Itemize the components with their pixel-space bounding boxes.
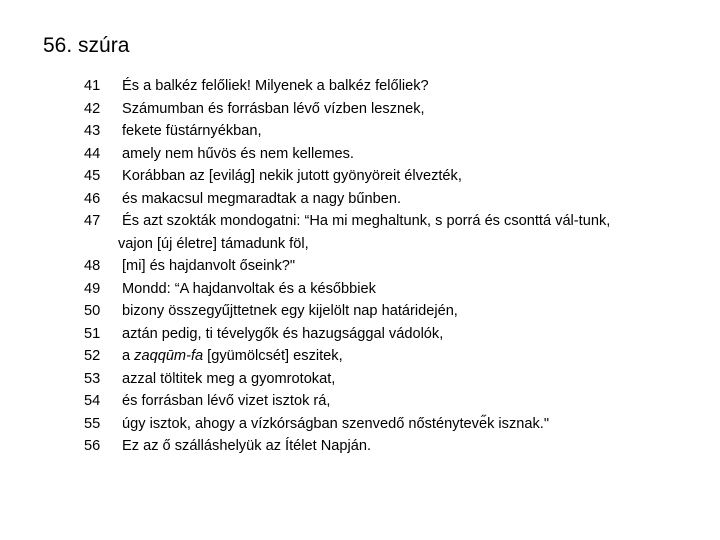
verse-text: [mi] és hajdanvolt őseink?": [122, 258, 296, 274]
verse-number: 43: [84, 123, 101, 139]
verse-text: És a balkéz felőliek! Milyenek a balkéz felőliek?: [122, 78, 429, 94]
verse-44: [84, 143, 704, 166]
verse-52: [84, 345, 704, 368]
verse-55: [84, 413, 704, 436]
verse-text: azzal töltitek meg a gyomrotokat,: [122, 370, 336, 387]
verse-number: 55: [84, 415, 101, 432]
verse-text: bizony összegyűjttetnek egy kijelölt nap határidején,: [122, 303, 458, 319]
verse-56: [84, 435, 704, 458]
verse-number: 53: [84, 370, 101, 387]
verse-54: [84, 390, 704, 413]
verse-text-post: [gyümölcsét] eszitek,: [203, 348, 343, 364]
verse-48: [84, 255, 704, 278]
verse-42: [84, 98, 704, 121]
verse-number: 54: [84, 393, 101, 409]
verse-text-block: [122, 345, 704, 368]
verse-number: 56: [84, 438, 101, 454]
verse-text: És azt szokták mondogatni: “Ha mi meghaltunk, s porrá és csonttá vál-tunk,: [122, 213, 611, 229]
verse-47: [84, 210, 704, 255]
verse-number: 50: [84, 303, 101, 319]
verse-number: 46: [84, 190, 101, 207]
verse-number: 52: [84, 348, 101, 364]
verse-text: Mondd: “A hajdanvoltak és a későbbiek: [122, 280, 376, 297]
verse-number: 44: [84, 145, 101, 162]
verse-text-pre: a: [122, 348, 135, 364]
verse-text: Korábban az [evilág] nekik jutott gyönyöreit élvezték,: [122, 168, 462, 184]
verse-number: 45: [84, 168, 101, 184]
verse-51: [84, 323, 704, 346]
verse-text-italic: zaqqūm-fa: [134, 348, 204, 364]
verse-text: Ez az ő szálláshelyük az Ítélet Napján.: [122, 438, 372, 454]
verse-number: 48: [84, 258, 101, 274]
verse-text-continuation: vajon [új életre] támadunk föl,: [118, 235, 309, 252]
verse-text: úgy isztok, ahogy a vízkórságban szenvedő nőstényteve̋k isznak.": [122, 415, 550, 432]
verse-46: [84, 188, 704, 211]
verse-text: és makacsul megmaradtak a nagy bűnben.: [122, 190, 402, 207]
verse-number: 42: [84, 100, 101, 117]
verse-45: [84, 165, 704, 188]
verse-text: és forrásban lévő vizet isztok rá,: [122, 393, 331, 409]
verse-41: [84, 75, 704, 98]
verse-list: [84, 75, 704, 458]
verse-text: amely nem hűvös és nem kellemes.: [122, 145, 354, 162]
verse-50: [84, 300, 704, 323]
verse-49: [84, 278, 704, 301]
verse-53: [84, 368, 704, 391]
page-title: 56. szúra: [43, 34, 130, 57]
verse-text-block: [118, 210, 704, 255]
verse-number: 51: [84, 325, 101, 342]
verse-43: [84, 120, 704, 143]
verse-number: 41: [84, 78, 101, 94]
verse-text: Számumban és forrásban lévő vízben lesznek,: [122, 100, 425, 117]
verse-text: fekete füstárnyékban,: [122, 123, 262, 139]
verse-number: 49: [84, 280, 101, 297]
verse-number: 47: [84, 213, 101, 229]
verse-text: aztán pedig, ti tévelygők és hazugsággal vádolók,: [122, 325, 444, 342]
